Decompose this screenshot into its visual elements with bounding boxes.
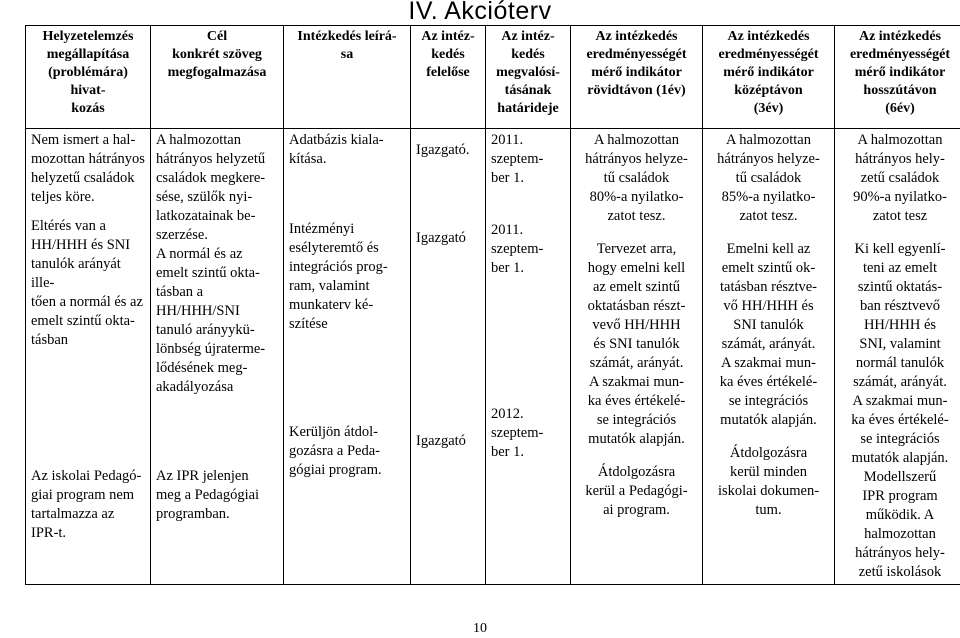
header-indicator-long: Az intézkedés eredményességét mérő indikátor hosszútávon (6év): [835, 26, 960, 129]
finding-3: Az iskolai Pedagó- giai program nem tartalmazza az IPR-t.: [31, 468, 142, 541]
action-plan-table: [25, 25, 960, 585]
header-deadline: Az intéz- kedés megvalósí- tásának határideje: [486, 26, 571, 129]
indicator-short-2: Tervezet arra, hogy emelni kell az emelt szintű oktatásban részt- vevő HH/HHH és SNI tanulók számát, arányát. A szakmai mun- ka éves értékelé- se integrációs mutatók alapján.: [587, 241, 686, 447]
header-responsible: Az intéz- kedés felelőse: [411, 26, 486, 129]
cell-indicator-long: [835, 129, 960, 585]
indicator-short-1: A halmozottan hátrányos helyze- tű családok 80%-a nyilatko- zatot tesz.: [585, 132, 688, 224]
deadline-1: 2011. szeptem- ber 1.: [491, 132, 544, 186]
header-indicator-short: Az intézkedés eredményességét mérő indikátor rövidtávon (1év): [571, 26, 703, 129]
measure-3: Kerüljön átdol- gozásra a Peda- gógiai program.: [289, 424, 382, 478]
cell-goal: [151, 129, 284, 585]
deadline-3: 2012. szeptem- ber 1.: [491, 406, 544, 460]
indicator-long-2: Ki kell egyenlí- teni az emelt szintű oktatás- ban résztvevő HH/HHH és SNI, valamint normál tanulók számát, arányát. A szakmai mun- ka éves értékelé- se integrációs mutatók alapján.: [851, 241, 949, 466]
measure-2: Intézményi esélyteremtő és integrációs prog- ram, valamint munkaterv ké- szítése: [289, 221, 388, 332]
cell-indicator-short: [571, 129, 703, 585]
measure-1: Adatbázis kiala- kítása.: [289, 132, 384, 167]
responsible-1: Igazgató.: [416, 142, 470, 158]
goal-1: A halmozottan hátrányos helyzetű családok megkere- sése, szülők nyi- latkozatainak be- szerzése.: [156, 132, 266, 243]
deadline-2: 2011. szeptem- ber 1.: [491, 222, 544, 276]
indicator-short-3: Átdolgozásra kerül a Pedagógi- ai program.: [585, 464, 688, 518]
cell-measure: [284, 129, 411, 585]
cell-responsible: [411, 129, 486, 585]
responsible-3: Igazgató: [416, 433, 466, 449]
table-row: [26, 129, 960, 585]
cell-indicator-mid: [703, 129, 835, 585]
indicator-long-3: Modellszerű IPR program működik. A halmozottan hátrányos hely- zetű iskolások: [855, 469, 945, 580]
goal-2: A normál és az emelt szintű okta- tásban a HH/HHH/SNI tanuló arányykü- lönbség újraterme- lődésének meg- akadályozása: [156, 246, 266, 395]
goal-3: Az IPR jelenjen meg a Pedagógiai programban.: [156, 468, 260, 522]
header-finding: Helyzetelemzés megállapítása (problémára) hivat- kozás: [26, 26, 151, 129]
page-number: 10: [473, 621, 487, 636]
indicator-long-1: A halmozottan hátrányos hely- zetű családok 90%-a nyilatko- zatot tesz: [853, 132, 947, 224]
cell-deadline: [486, 129, 571, 585]
header-row: [26, 26, 960, 129]
header-measure: Intézkedés leírá- sa: [284, 26, 411, 129]
header-indicator-mid: Az intézkedés eredményességét mérő indikátor középtávon (3év): [703, 26, 835, 129]
indicator-mid-3: Átdolgozásra kerül minden iskolai dokumen- tum.: [717, 445, 820, 518]
indicator-mid-2: Emelni kell az emelt szintű ok- tatásban résztve- vő HH/HHH és SNI tanulók számát, arányát. A szakmai mun- ka éves értékelé- se integrációs mutatók alapján.: [719, 241, 818, 428]
responsible-2: Igazgató: [416, 230, 466, 246]
page-title: IV. Akcióterv: [408, 0, 552, 25]
header-goal: Cél konkrét szöveg megfogalmazása: [151, 26, 284, 129]
indicator-mid-1: A halmozottan hátrányos helyze- tű családok 85%-a nyilatko- zatot tesz.: [717, 132, 820, 224]
cell-finding: [26, 129, 151, 585]
finding-2: Eltérés van a HH/HHH és SNI tanulók arányát ille- tően a normál és az emelt szintű okta- tásban: [31, 218, 143, 348]
finding-1: Nem ismert a hal- mozottan hátrányos helyzetű családok teljes köre.: [31, 132, 145, 205]
